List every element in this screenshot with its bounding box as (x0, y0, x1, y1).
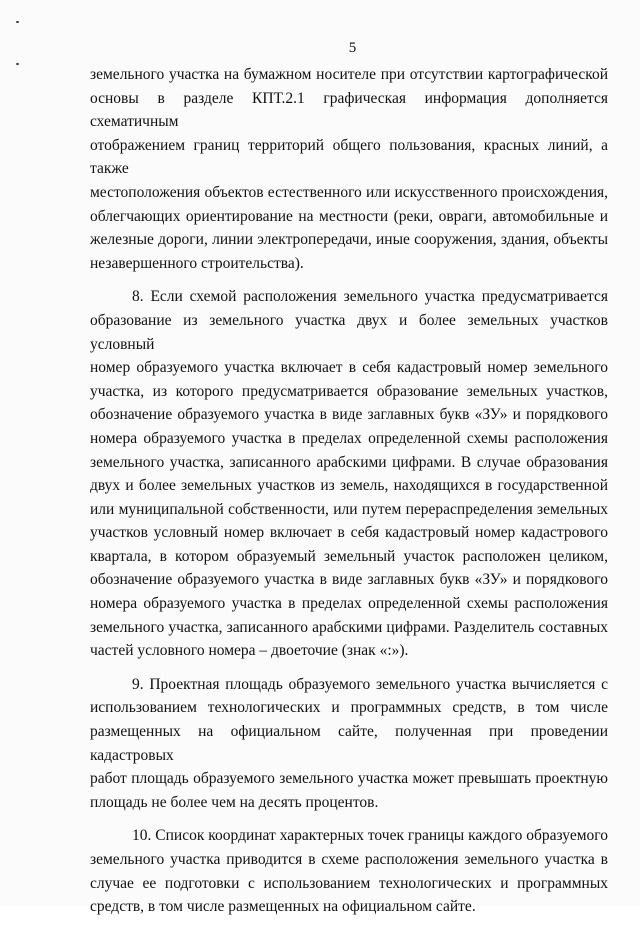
text-line: размещенных на официальном сайте, полученная при проведении кадастровых (90, 723, 608, 764)
text-line: использованием технологических и программных средств, в том числе (90, 699, 608, 717)
scan-speck (16, 63, 19, 65)
paragraph-9 (90, 673, 608, 815)
text-line: земельного участка приводится в схеме расположения земельного участка в (90, 851, 608, 868)
text-line: незавершенного строительства). (90, 254, 304, 272)
text-line: участков условный номер включает в себя кадастровый номер кадастрового (90, 524, 608, 542)
text-line: земельного участка, записанного арабскими цифрами. Разделитель составных (90, 618, 608, 636)
text-line: участка, из которого предусматривается образование земельных участков, (90, 382, 608, 400)
paragraph-8 (90, 285, 608, 663)
document-body (90, 63, 608, 929)
text-line: образование из земельного участка двух и более земельных участков условный (90, 311, 608, 353)
text-line: 8. Если схемой расположения земельного участка предусматривается (132, 288, 608, 306)
text-line: квартала, в котором образуемый земельный участок расположен целиком, (90, 547, 608, 565)
text-line: земельного участка на бумажном носителе при отсутствии картографической (90, 66, 608, 83)
paragraph-continuation (90, 63, 608, 275)
text-line: земельного участка, записанного арабскими цифрами. В случае образования (90, 453, 608, 471)
text-line: двух и более земельных участков из земель, находящихся в государственной (90, 477, 608, 495)
scan-speck (16, 21, 19, 23)
text-line: обозначение образуемого участка в виде заглавных букв «ЗУ» и порядкового (90, 406, 608, 424)
text-line: облегчающих ориентирование на местности (реки, овраги, автомобильные и (90, 207, 608, 225)
text-line: частей условного номера – двоеточие (знак «:»). (90, 642, 409, 660)
text-line: 9. Проектная площадь образуемого земельного участка вычисляется с (132, 675, 608, 693)
text-line: или муниципальной собственности, или путем перераспределения земельных (90, 500, 608, 518)
text-line: работ площадь образуемого земельного участка может превышать проектную (90, 770, 608, 788)
text-line: обозначение образуемого участка в виде заглавных букв «ЗУ» и порядкового (90, 571, 608, 589)
text-line: номера образуемого участка в пределах определенной схемы расположения (90, 429, 608, 447)
text-line: номера образуемого участка в пределах определенной схемы расположения (90, 595, 608, 613)
text-line: средств, в том числе размещенных на официальном сайте. (90, 898, 476, 916)
text-line: отображением границ территорий общего пользования, красных линий, а также (90, 136, 608, 178)
page-number: 5 (348, 40, 357, 56)
text-line: 10. Список координат характерных точек границы каждого образуемого (132, 827, 608, 845)
text-line: основы в разделе КПТ.2.1 графическая информация дополняется схематичным (90, 89, 608, 131)
text-line: железные дороги, линии электропередачи, иные сооружения, здания, объекты (90, 231, 608, 249)
text-line: номер образуемого участка включает в себя кадастровый номер земельного (90, 359, 608, 377)
text-line: площадь не более чем на десять процентов. (90, 793, 379, 811)
text-line: местоположения объектов естественного или искусственного происхождения, (90, 183, 608, 201)
text-line: случае ее подготовки с использованием технологических и программных (90, 874, 608, 892)
